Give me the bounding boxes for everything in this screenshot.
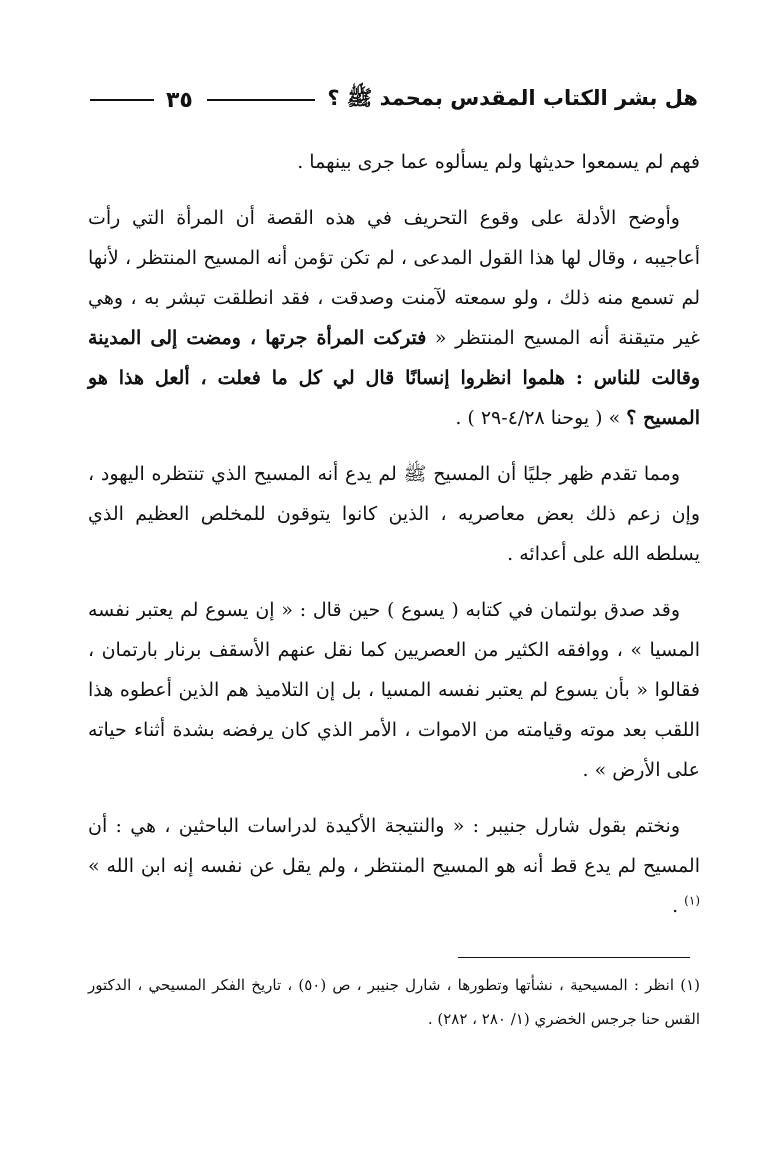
paragraph-text: فهم لم يسمعوا حديثها ولم يسألوه عما جرى بينهما . bbox=[297, 151, 700, 173]
paragraph-3 bbox=[88, 454, 700, 574]
footnote bbox=[88, 968, 700, 1036]
paragraph-4 bbox=[88, 590, 700, 790]
header-title: هل بشر الكتاب المقدس بمحمد ﷺ ؟ bbox=[327, 85, 698, 110]
body-text bbox=[88, 142, 700, 942]
paragraph-text: ومما تقدم ظهر جليًا أن المسيح ﷺ لم يدع أنه المسيح الذي تنتظره اليهود ، وإن زعم ذلك بعض معاصريه ، الذين كانوا يتوقون للمخلص العظيم الذي يسلطه الله على أعدائه . bbox=[88, 463, 700, 565]
citation: » ( يوحنا ٤/٢٨-٢٩ ) . bbox=[455, 407, 627, 429]
footnote-marker: (١) bbox=[684, 893, 700, 908]
page-number: ٣٥ bbox=[166, 87, 193, 113]
paragraph-text: وقد صدق بولتمان في كتابه ( يسوع ) حين قال : « إن يسوع لم يعتبر نفسه المسيا » ، ووافقه الكثير من العصريين كما نقل عنهم الأسقف برنار بارتمان ، فقالوا « بأن يسوع لم يعتبر نفسه المسيا ، بل إن التلاميذ هم الذين أعطوه هذا اللقب بعد موته وقيامته من الاموات ، الأمر الذي كان يرفضه بشدة أثناء حياته على الأرض » . bbox=[88, 599, 701, 781]
paragraph-end: . bbox=[672, 895, 685, 917]
paragraph-text: وأوضح الأدلة على وقوع التحريف في هذه القصة أن المرأة التي رأت أعاجيبه ، وقال لها هذا القول المدعى ، لم تكن تؤمن أنه المسيح المنتظر ، لأنها لم تسمع منه ذلك ، ولو سمعته لآمنت وصدقت ، فقد انطلقت تبشر به ، وهي غير متيقنة أنه المسيح المنتظر « bbox=[88, 207, 700, 349]
footnote-text: (١) انظر : المسيحية ، نشأتها وتطورها ، شارل جنيبر ، ص (٥٠) ، تاريخ الفكر المسيحي ، الدكتور القس حنا جرجس الخضري (١/ ٢٨٠ ، ٢٨٢) . bbox=[88, 976, 700, 1028]
paragraph-1 bbox=[88, 142, 700, 182]
paragraph-text: ونختم بقول شارل جنيبر : « والنتيجة الأكيدة لدراسات الباحثين ، هي : أن المسيح لم يدع قط أنه هو المسيح المنتظر ، ولم يقل عن نفسه إنه ابن الله » bbox=[88, 815, 700, 877]
running-header bbox=[90, 80, 698, 120]
header-rule-short bbox=[90, 99, 154, 101]
header-rule bbox=[207, 99, 316, 101]
bold-quote: فتركت المرأة جرتها ، ومضت إلى المدينة وقالت للناس : هلموا انظروا إنسانًا قال لي كل ما فعلت ، ألعل هذا هو المسيح ؟ bbox=[88, 327, 700, 429]
footnote-separator bbox=[458, 957, 690, 958]
paragraph-5 bbox=[88, 806, 700, 926]
paragraph-2 bbox=[88, 198, 700, 438]
